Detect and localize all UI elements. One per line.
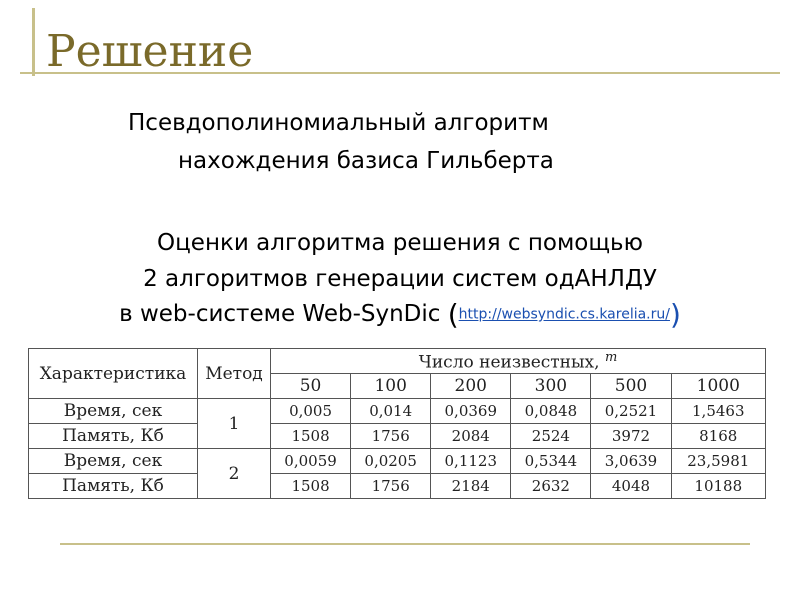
table-cell: 1756 <box>351 474 431 499</box>
table-cell: 3972 <box>591 424 671 449</box>
table-cell: 0,0369 <box>431 399 511 424</box>
row-label: Время, сек <box>29 449 198 474</box>
table-cell: 0,014 <box>351 399 431 424</box>
row-label: Память, Кб <box>29 424 198 449</box>
row-label: Память, Кб <box>29 474 198 499</box>
evaluation-line-3 <box>0 298 800 331</box>
row-method: 2 <box>198 449 271 499</box>
table-cell: 0,005 <box>271 399 351 424</box>
close-paren: ) <box>669 298 681 331</box>
table-cell: 0,2521 <box>591 399 671 424</box>
table-cell: 4048 <box>591 474 671 499</box>
table-row <box>29 474 766 499</box>
table-cell: 0,0059 <box>271 449 351 474</box>
table-row <box>29 449 766 474</box>
header-unknowns-var: m <box>604 349 618 365</box>
table-cell: 1,5463 <box>671 399 765 424</box>
table-cell: 23,5981 <box>671 449 765 474</box>
table-cell: 1508 <box>271 424 351 449</box>
row-label: Время, сек <box>29 399 198 424</box>
subtitle-line-1: Псевдополиномиальный алгоритм <box>128 110 549 136</box>
table-cell: 0,0205 <box>351 449 431 474</box>
table-cell: 1508 <box>271 474 351 499</box>
table-cell: 3,0639 <box>591 449 671 474</box>
evaluation-line-1: Оценки алгоритма решения с помощью <box>157 230 643 256</box>
open-paren: ( <box>447 298 459 331</box>
evaluation-line-3-text: в web-системе Web-SynDic <box>119 301 448 327</box>
table-cell: 2632 <box>511 474 591 499</box>
header-unknowns <box>271 349 766 374</box>
n-value: 1000 <box>671 374 765 399</box>
table-cell: 10188 <box>671 474 765 499</box>
table-cell: 2524 <box>511 424 591 449</box>
header-method: Метод <box>198 349 271 399</box>
table-row <box>29 399 766 424</box>
table-cell: 2084 <box>431 424 511 449</box>
subtitle-line-2: нахождения базиса Гильберта <box>178 148 554 174</box>
table-row <box>29 424 766 449</box>
n-value: 300 <box>511 374 591 399</box>
websyndic-link[interactable]: http://websyndic.cs.karelia.ru/ <box>458 306 670 323</box>
table-cell: 0,1123 <box>431 449 511 474</box>
n-value: 50 <box>271 374 351 399</box>
table-cell: 2184 <box>431 474 511 499</box>
table-cell: 1756 <box>351 424 431 449</box>
table-cell: 8168 <box>671 424 765 449</box>
row-method: 1 <box>198 399 271 449</box>
slide-title: Решение <box>46 26 254 77</box>
table-header-row <box>29 349 766 374</box>
bottom-accent-line <box>60 543 750 545</box>
results-table <box>28 348 766 499</box>
n-value: 200 <box>431 374 511 399</box>
table-cell: 0,0848 <box>511 399 591 424</box>
n-value: 100 <box>351 374 431 399</box>
evaluation-line-2: 2 алгоритмов генерации систем одАНЛДУ <box>143 266 657 292</box>
title-accent-vertical-line <box>32 8 35 76</box>
header-unknowns-text: Число неизвестных, <box>418 352 600 373</box>
header-characteristic: Характеристика <box>29 349 198 399</box>
n-value: 500 <box>591 374 671 399</box>
table-cell: 0,5344 <box>511 449 591 474</box>
